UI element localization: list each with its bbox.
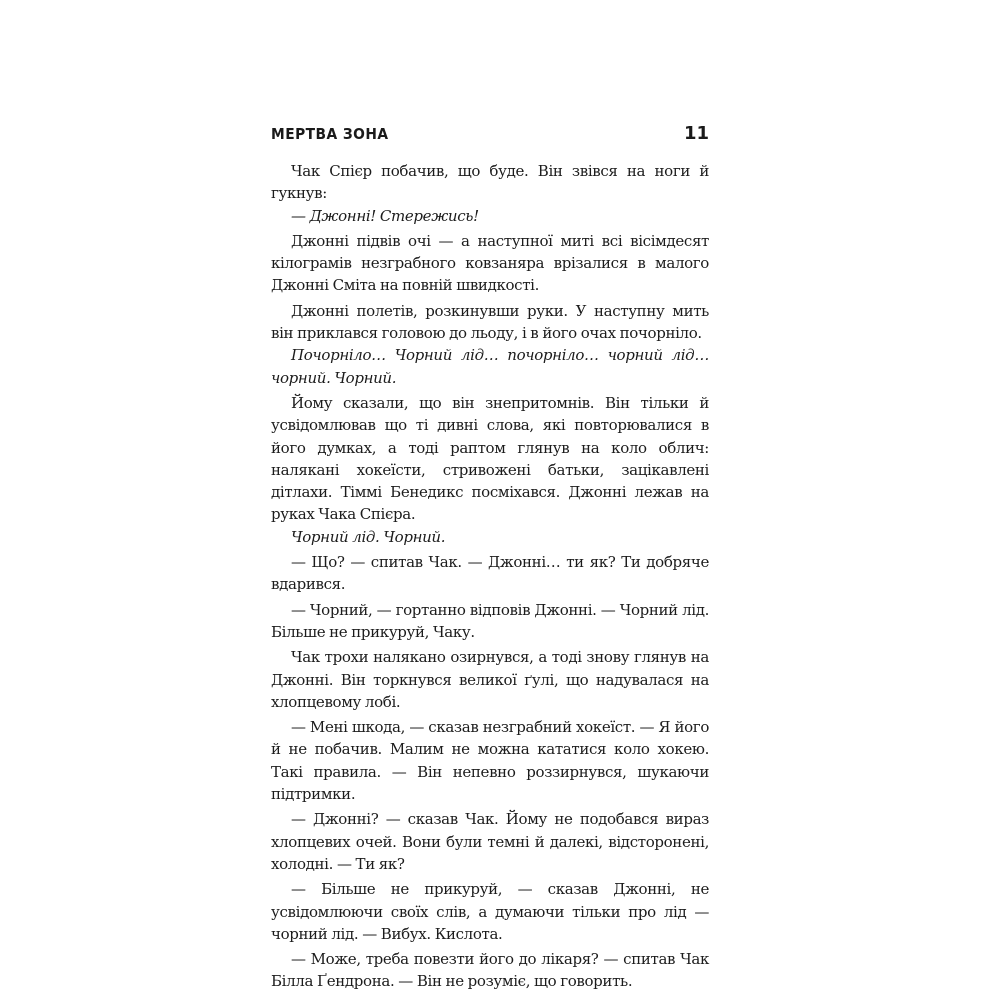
paragraph: — Джонні? — сказав Чак. Йому не подобався вираз хлопцевих очей. Вони були темні й далекі, відсторонені, холодні. — Ти як? <box>271 810 709 873</box>
paragraph: — Може, треба повезти його до лікаря? — спитав Чак Білла Ґендрона. — Він не розуміє, що говорить. <box>271 950 709 991</box>
paragraph: Чак Спієр побачив, що буде. Він звівся на ноги й гукнув: <box>271 162 709 203</box>
page-header <box>271 125 709 149</box>
paragraph-italic: Почорніло… Чорний лід… почорніло… чорний лід… чорний. Чорний. <box>271 346 709 387</box>
running-head: МЕРТВА ЗОНА <box>271 125 389 143</box>
paragraph-italic: — Джонні! Стережись! <box>291 206 479 225</box>
body-text <box>271 160 709 993</box>
paragraph: Йому сказали, що він знепритомнів. Він тільки й усвідомлював що ті дивні слова, які повторювалися в його думках, а тоді раптом глянув на коло облич: налякані хокеїсти, стривожені батьки, зацікавлені дітлахи. Тіммі Бенедикс посміхався. Джонні лежав на руках Чака Спієра. <box>271 393 709 524</box>
paragraph: — Що? — спитав Чак. — Джонні… ти як? Ти добряче вдарився. <box>271 553 709 594</box>
paragraph: — Мені шкода, — сказав незграбний хокеїст. — Я його й не побачив. Малим не можна кататися коло хокею. Такі правила. — Він непевно роззирнувся, шукаючи підтримки. <box>271 718 709 804</box>
paragraph: Чак трохи налякано озирнувся, а тоді знову глянув на Джонні. Він торкнувся великої ґулі, що надувалася на хлопцевому лобі. <box>271 648 709 711</box>
paragraph: Джонні підвів очі — а наступної миті всі вісімдесят кілограмів незграбного ковзаняра врізалися в малого Джонні Сміта на повній швидкості. <box>271 231 709 295</box>
page-number: 11 <box>683 123 709 144</box>
paragraph: — Чорний, — гортанно відповів Джонні. — Чорний лід. Більше не прикуруй, Чаку. <box>271 600 709 641</box>
paragraph: — Більше не прикуруй, — сказав Джонні, не усвідомлюючи своїх слів, а думаючи тільки про лід — чорний лід. — Вибух. Кислота. <box>271 880 709 943</box>
paragraph: Джонні полетів, розкинувши руки. У наступну мить він приклався головою до льоду, і в його очах почорніло. <box>271 301 709 343</box>
paragraph-italic: Чорний лід. Чорний. <box>291 527 446 546</box>
